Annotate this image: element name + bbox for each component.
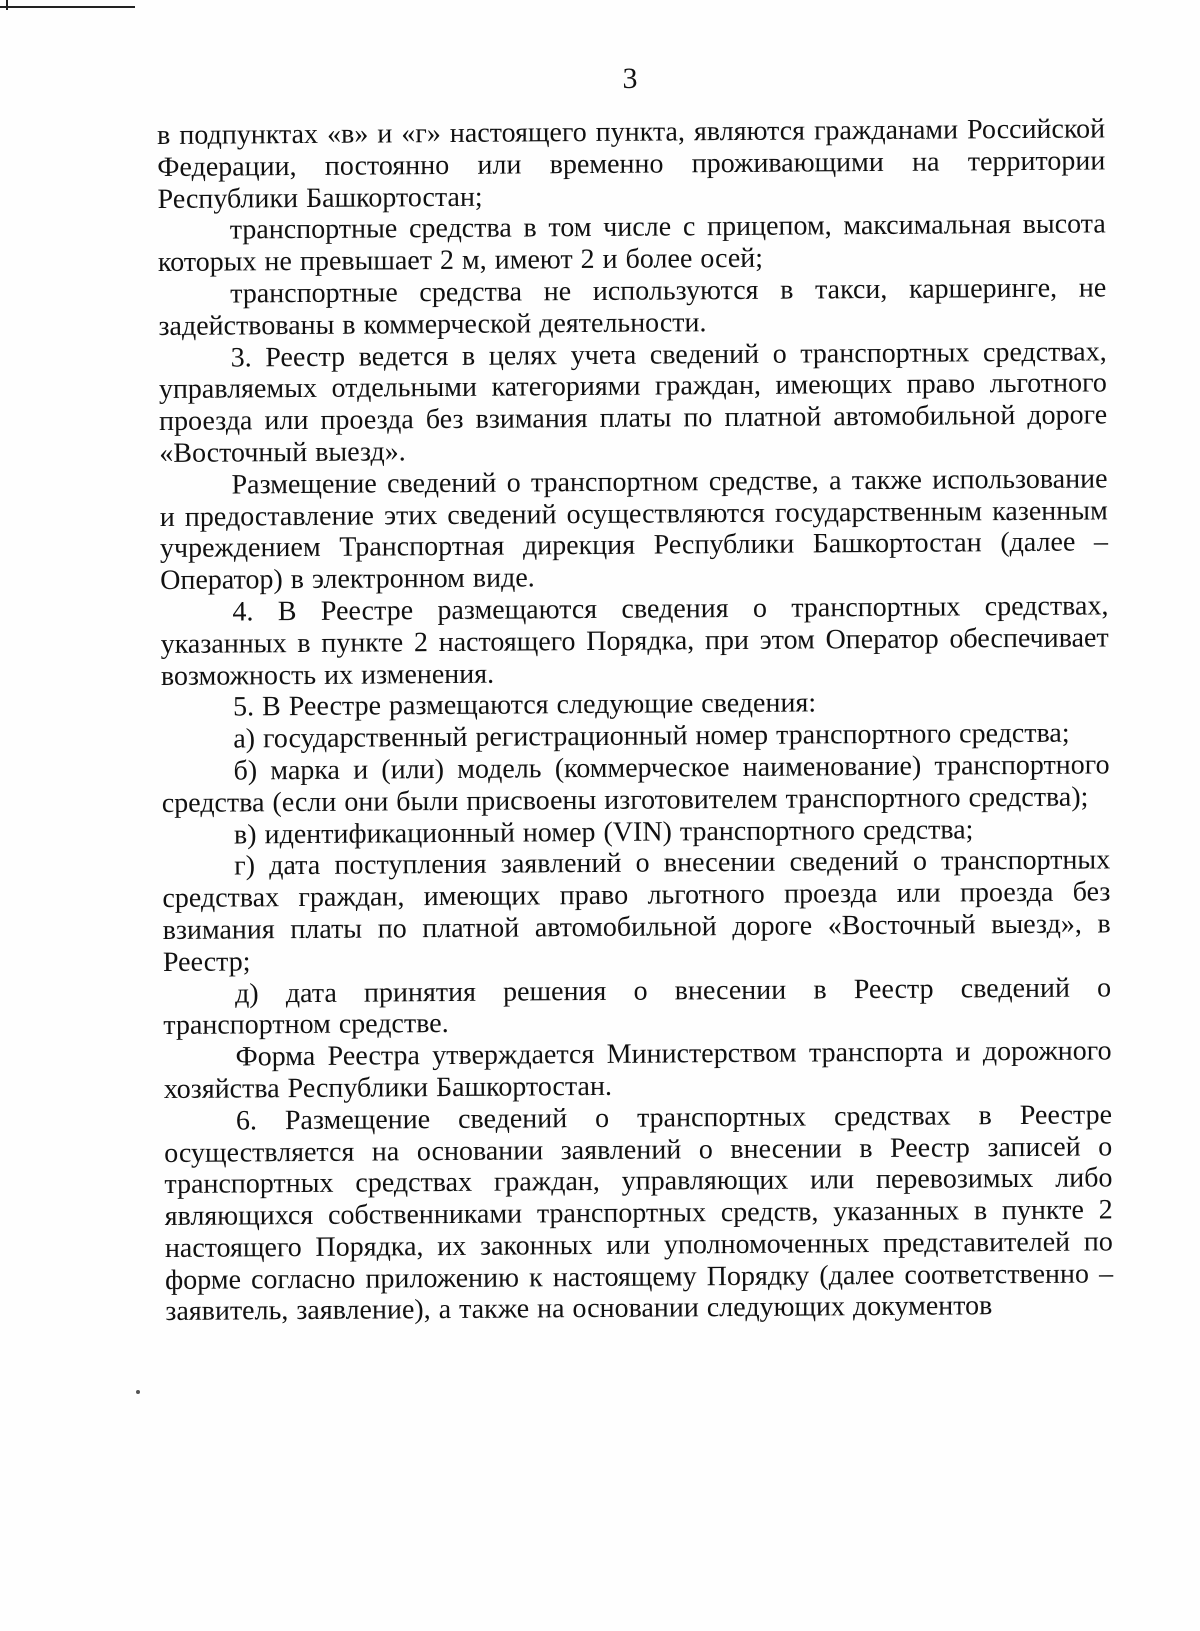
paragraph-vehicle-use: транспортные средства не используются в такси, каршеринге, не задействованы в коммерческой деятельности. [158, 272, 1107, 342]
list-item-v: в) идентификационный номер (VIN) транспортного средства; [233, 813, 974, 851]
scan-speck [136, 1390, 140, 1394]
document-body [157, 113, 1113, 1328]
paragraph-5-heading: 5. В Реестре размещаются следующие сведения: [232, 687, 817, 723]
list-item-g: г) дата поступления заявлений о внесении сведений о транспортных средствах граждан, имеющих право льготного проезда или проезда без взимания платы по платной автомобильной дороге «Восточный выезд», в Реестр; [162, 844, 1111, 978]
paragraph-continuation: в подпунктах «в» и «г» настоящего пункта, являются гражданами Российской Федерации, постоянно или временно проживающими на территории Республики Башкортостан; [157, 113, 1106, 215]
scan-edge-mark [0, 6, 135, 8]
scan-edge-mark [6, 0, 8, 10]
paragraph-operator: Размещение сведений о транспортном средстве, а также использование и предоставление этих сведений осуществляются государственным казенным учреждением Транспортная дирекция Республики Башкортостан (далее – Оператор) в электронном виде. [159, 463, 1109, 597]
paragraph-registry-form: Форма Реестра утверждается Министерством транспорта и дорожного хозяйства Республики Башкортостан. [163, 1035, 1112, 1105]
page-number: 3 [622, 62, 638, 95]
paragraph-3-registry-purpose: 3. Реестр ведется в целях учета сведений о транспортных средствах, управляемых отдельными категориями граждан, имеющих право льготного проезда или проезда без взимания платы по платной автомобильной дороге «Восточный выезд». [158, 335, 1108, 469]
paragraph-vehicle-height: транспортные средства в том числе с прицепом, максимальная высота которых не превышает 2 м, имеют 2 и более осей; [157, 208, 1106, 279]
paragraph-6-placement: 6. Размещение сведений о транспортных средствах в Реестре осуществляется на основании заявлений о внесении в Реестр записей о транспортных средствах граждан, управляющих или перевозимых либо являющихся собственниками транспортных средств, указанных в пункте 2 настоящего Порядка, их законных или уполномоченных представителей по форме согласно приложению к настоящему Порядку (далее соответственно – заявитель, заявление), а также на основании следующих документов [164, 1099, 1114, 1328]
list-item-a: а) государственный регистрационный номер транспортного средства; [233, 717, 1070, 755]
list-item-b: б) марка и (или) модель (коммерческое наименование) транспортного средства (если они были присвоены изготовителем транспортного средства); [161, 749, 1110, 819]
paragraph-4-registry-contents: 4. В Реестре размещаются сведения о транспортных средствах, указанных в пункте 2 настоящего Порядка, при этом Оператор обеспечивает возможность их изменения. [160, 590, 1109, 692]
list-item-d: д) дата принятия решения о внесении в Реестр сведений о транспортном средстве. [163, 971, 1112, 1042]
